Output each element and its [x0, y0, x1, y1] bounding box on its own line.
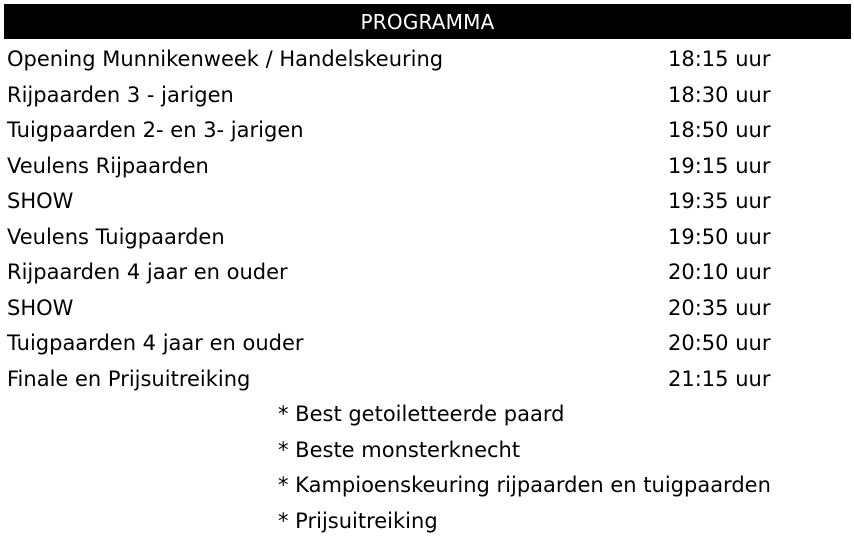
schedule-item-name: Tuigpaarden 4 jaar en ouder — [7, 331, 304, 355]
schedule-row — [7, 362, 847, 396]
schedule-item-time: 18:15 uur — [668, 47, 771, 71]
schedule-item-time: 19:15 uur — [668, 154, 771, 178]
schedule-item-name: Veulens Tuigpaarden — [7, 225, 225, 249]
schedule-row — [7, 78, 847, 112]
schedule-row — [7, 326, 847, 360]
program-header — [4, 4, 851, 39]
schedule-item-name: Opening Munnikenweek / Handelskeuring — [7, 47, 444, 71]
schedule-row — [7, 184, 847, 218]
program-note: * Prijsuitreiking — [278, 509, 438, 533]
schedule-item-time: 19:50 uur — [668, 225, 771, 249]
program-note: * Kampioenskeuring rijpaarden en tuigpaarden — [278, 473, 771, 497]
schedule-item-name: SHOW — [7, 296, 74, 320]
schedule-item-name: Veulens Rijpaarden — [7, 154, 209, 178]
schedule-item-name: Rijpaarden 3 - jarigen — [7, 83, 234, 107]
schedule-row — [7, 291, 847, 325]
schedule-item-name: Finale en Prijsuitreiking — [7, 367, 251, 391]
schedule-row — [7, 220, 847, 254]
schedule-row — [7, 113, 847, 147]
schedule-item-time: 20:10 uur — [668, 260, 771, 284]
schedule-row — [7, 255, 847, 289]
schedule-row — [7, 42, 847, 76]
schedule-item-name: Tuigpaarden 2- en 3- jarigen — [7, 118, 304, 142]
program-note: * Best getoiletteerde paard — [278, 402, 565, 426]
schedule-item-time: 20:35 uur — [668, 296, 771, 320]
schedule-item-time: 18:30 uur — [668, 83, 771, 107]
schedule-row — [7, 149, 847, 183]
schedule-item-name: Rijpaarden 4 jaar en ouder — [7, 260, 288, 284]
schedule-item-name: SHOW — [7, 189, 74, 213]
program-note: * Beste monsterknecht — [278, 438, 521, 462]
schedule-item-time: 18:50 uur — [668, 118, 771, 142]
program-title: PROGRAMMA — [360, 9, 495, 34]
schedule-item-time: 20:50 uur — [668, 331, 771, 355]
schedule-item-time: 19:35 uur — [668, 189, 771, 213]
schedule-item-time: 21:15 uur — [668, 367, 771, 391]
